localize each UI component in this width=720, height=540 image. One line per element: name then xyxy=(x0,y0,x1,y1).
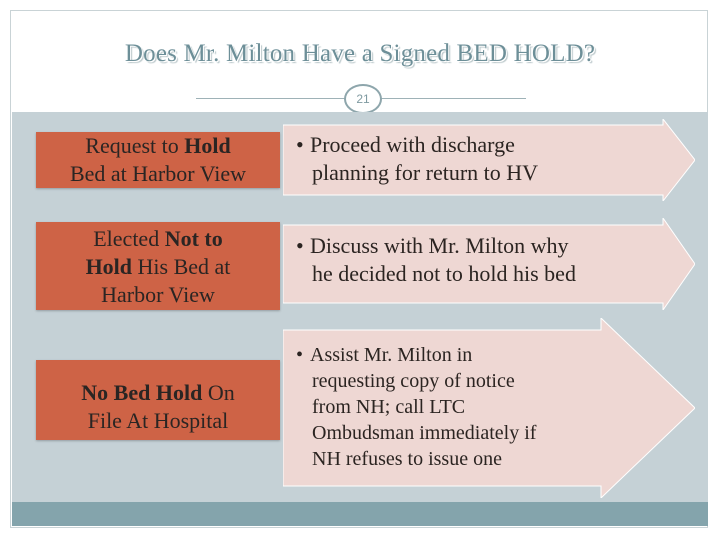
slide-number: 21 xyxy=(344,84,382,114)
row-2-action-text: • Discuss with Mr. Milton why he decided not to hold his bed xyxy=(296,233,576,286)
footer-bar xyxy=(12,502,708,526)
row-1-label: Request to Hold Bed at Harbor View xyxy=(69,133,247,186)
row-3-action-text: • Assist Mr. Milton in requesting copy of notice from NH; call LTC Ombudsman immediately if NH refuses to issue one xyxy=(296,344,537,470)
slide-title: Does Mr. Milton Have a Signed BED HOLD? xyxy=(124,40,596,67)
row-3-label: No Bed Hold On File At Hospital xyxy=(81,380,235,433)
row-2-label: Elected Not to Hold His Bed at Harbor View xyxy=(85,226,231,307)
row-1-action-text: • Proceed with discharge planning for return to HV xyxy=(296,132,539,185)
